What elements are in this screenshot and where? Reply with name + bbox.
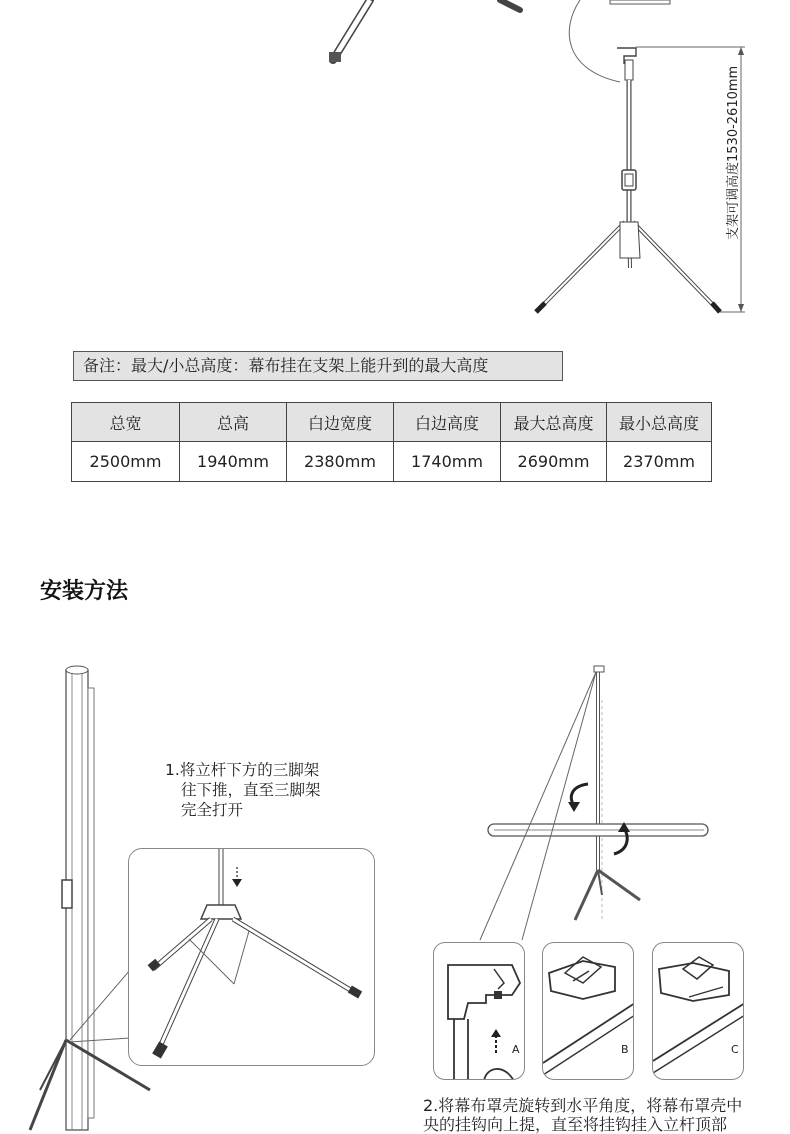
step2-tripod <box>575 870 640 920</box>
detail-box-b <box>542 942 634 1080</box>
detail-label-b: B <box>621 1043 629 1056</box>
top-stand-illustration <box>0 0 790 330</box>
stand-pole <box>622 60 636 222</box>
tripod-open-detail <box>129 849 375 1066</box>
value-border-height: 1740mm <box>394 442 501 482</box>
detail-label-c: C <box>731 1043 739 1056</box>
detail-label-a: A <box>512 1043 520 1056</box>
rotation-arc <box>569 0 620 82</box>
step2-instruction <box>423 1096 790 1134</box>
value-total-width: 2500mm <box>72 442 180 482</box>
hook-detail-c <box>653 943 744 1080</box>
tripod-legs <box>536 222 720 312</box>
header-min-height: 最小总高度 <box>607 403 712 442</box>
step1-line3: 完全打开 <box>181 801 244 819</box>
detail-box-a <box>433 942 525 1080</box>
value-max-height: 2690mm <box>501 442 607 482</box>
push-down-arrow-icon <box>232 867 242 887</box>
step1-line2: 往下推，直至三脚架 <box>181 781 321 799</box>
header-max-height: 最大总高度 <box>501 403 607 442</box>
screen-tube-partial <box>329 0 520 62</box>
hook-detail-a <box>434 943 525 1080</box>
value-min-height: 2370mm <box>607 442 712 482</box>
horizontal-screen-case <box>488 824 708 836</box>
step2-line2: 央的挂钩向上提，直至将挂钩挂入立杆顶部 <box>423 1115 728 1134</box>
install-section-title: 安装方法 <box>40 579 129 604</box>
vertical-screen-case <box>62 666 94 1130</box>
header-total-width: 总宽 <box>72 403 180 442</box>
value-total-height: 1940mm <box>180 442 287 482</box>
step2-line1: 2.将幕布罩壳旋转到水平角度，将幕布罩壳中 <box>423 1096 743 1115</box>
step2-illustration <box>420 660 780 940</box>
header-border-width: 白边宽度 <box>287 403 394 442</box>
hook-detail-b <box>543 943 634 1080</box>
step1-detail-box <box>128 848 375 1066</box>
header-total-height: 总高 <box>180 403 287 442</box>
spec-value-row <box>72 442 712 482</box>
step1-line1: 1.将立杆下方的三脚架 <box>165 761 320 779</box>
step1-instruction <box>165 760 321 820</box>
spec-table <box>71 402 712 482</box>
spec-header-row <box>72 403 712 442</box>
value-border-width: 2380mm <box>287 442 394 482</box>
note-box: 备注：最大/小总高度：幕布挂在支架上能升到的最大高度 <box>73 351 563 381</box>
detail-box-c <box>652 942 744 1080</box>
header-border-height: 白边高度 <box>394 403 501 442</box>
height-dimension-label: 支架可调高度1530-2610mm <box>726 65 741 240</box>
